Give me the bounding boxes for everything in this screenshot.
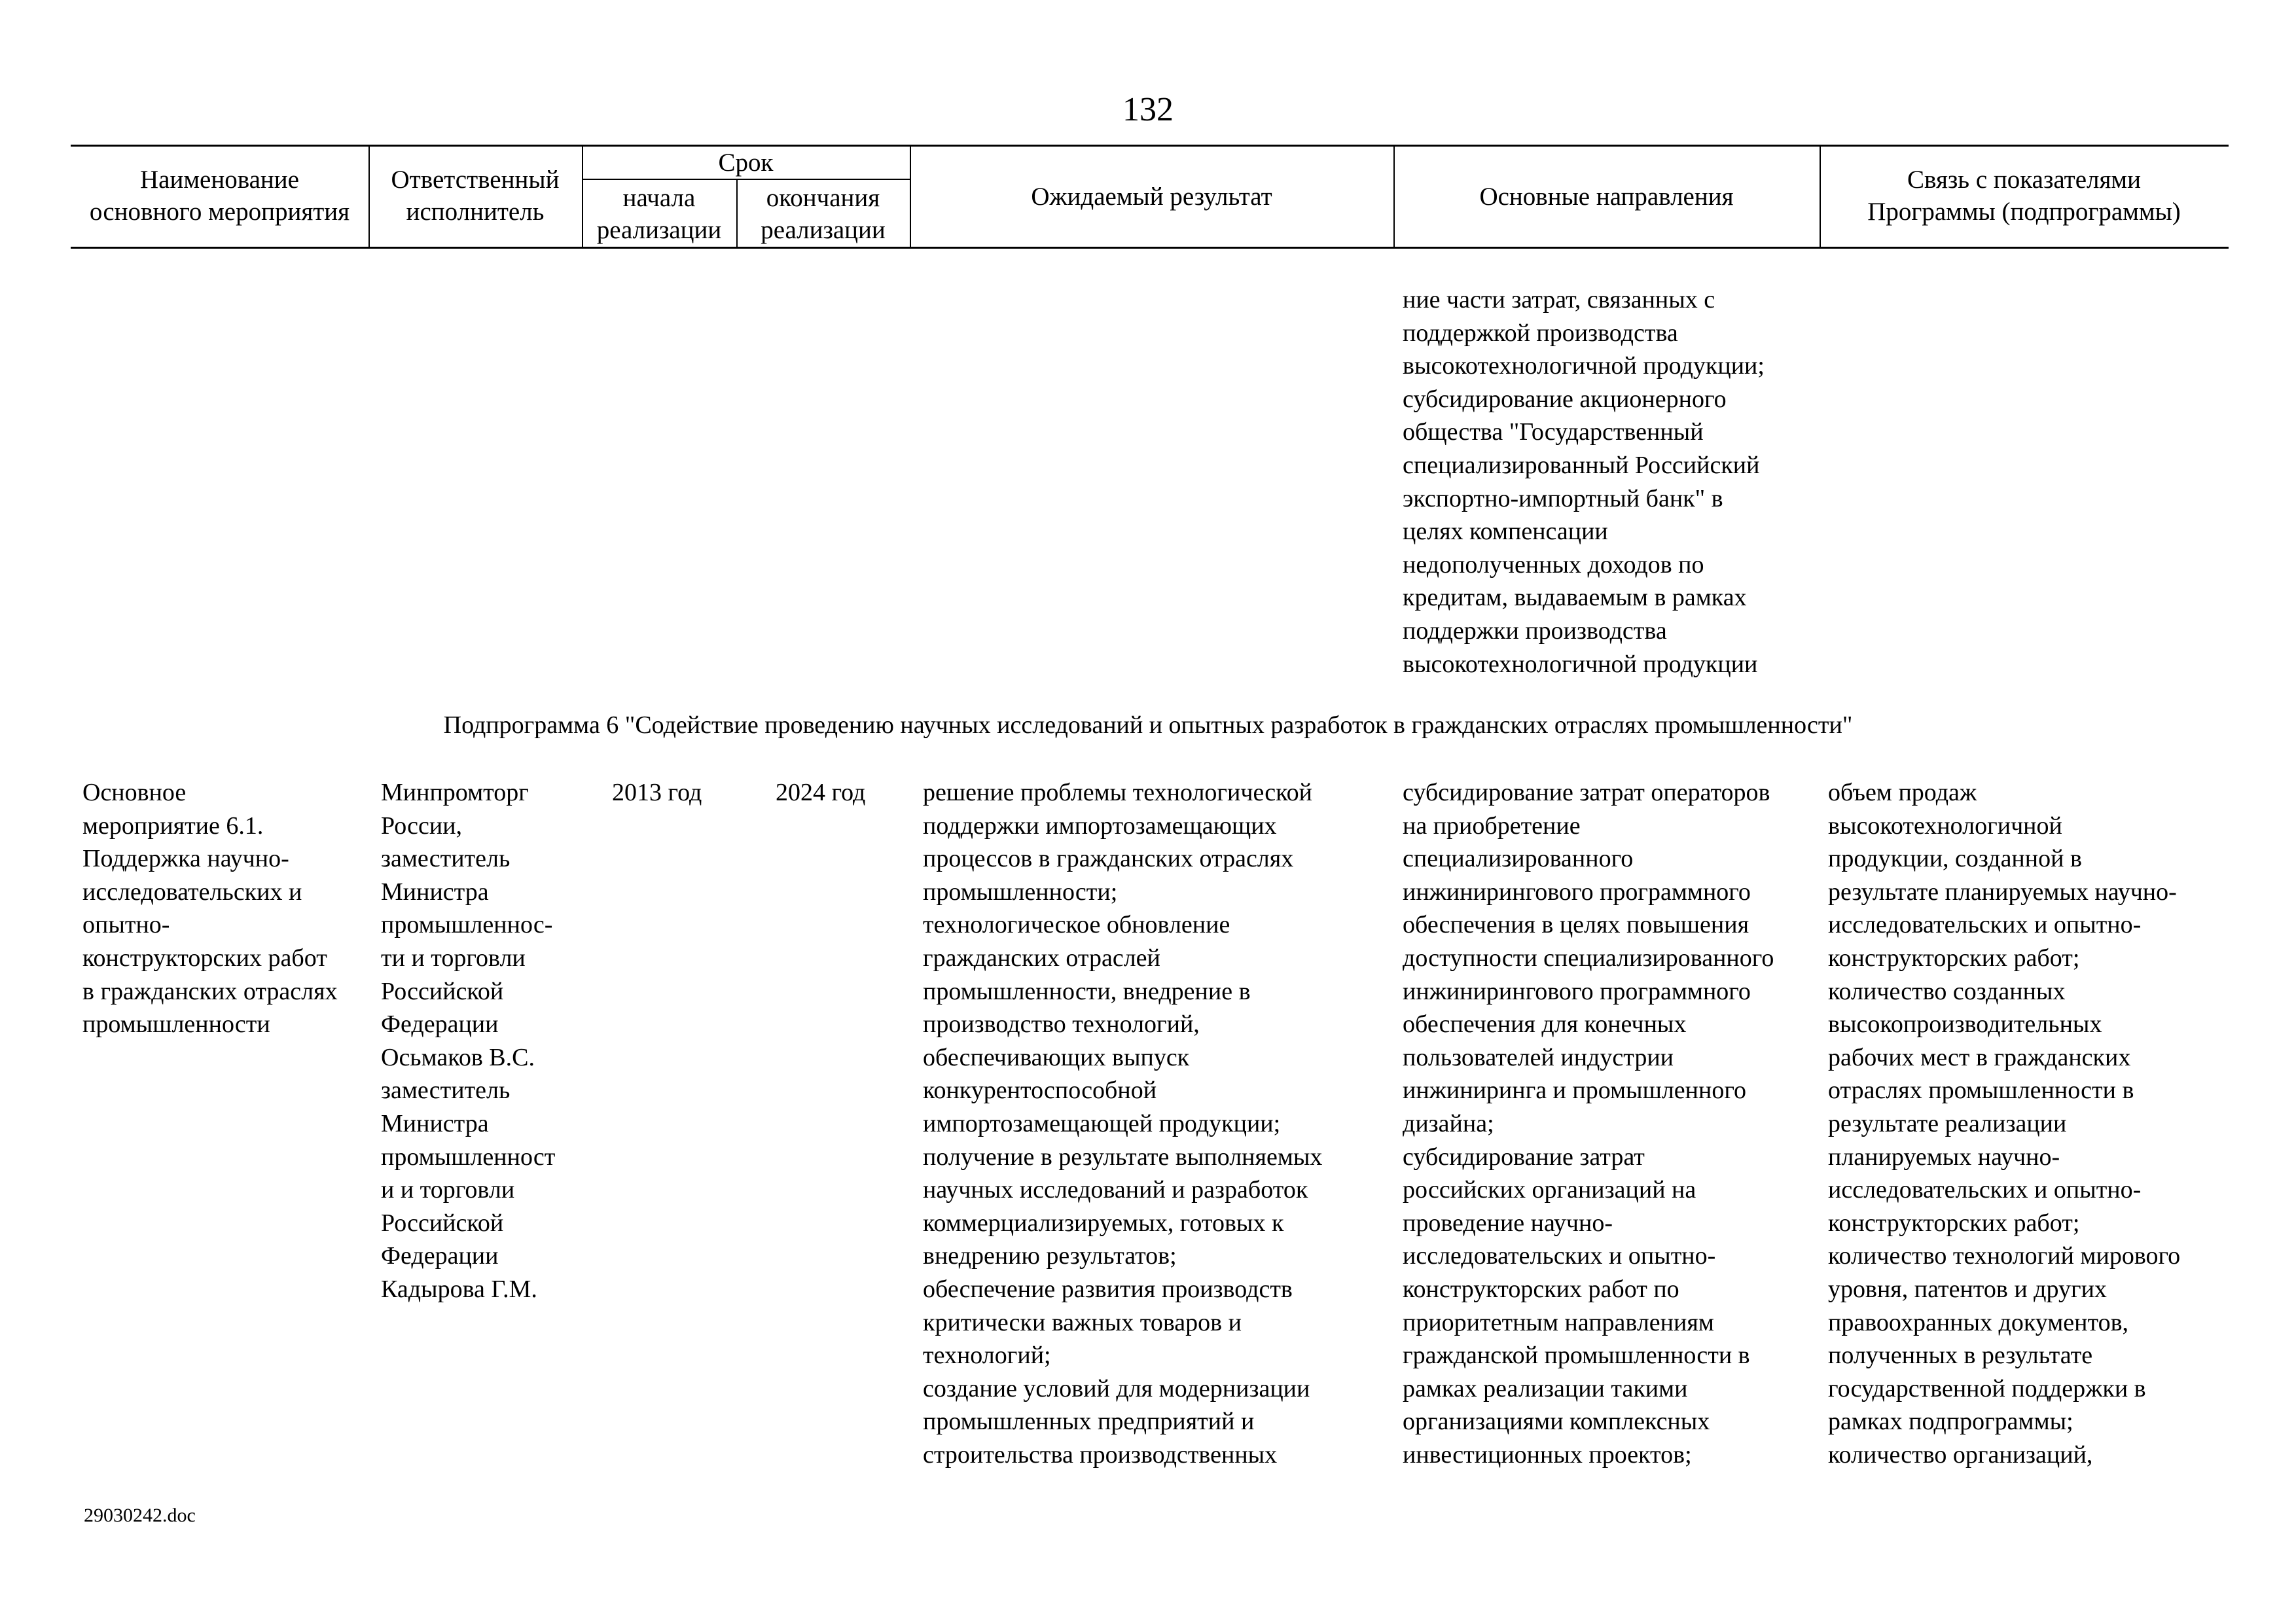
responsible-executor: Минпромторг России, заместитель Министра промышленнос- ти и торговли Российской Федерации Осьмаков В.С. заместитель Министра промышленност и и торговли Российской Федерации Кадырова Г.М. xyxy=(381,779,556,1303)
term-divider xyxy=(582,179,910,180)
table-top-rule xyxy=(71,145,2229,147)
header-result: Ожидаемый результат xyxy=(1031,183,1272,211)
header-directions: Основные направления xyxy=(1479,183,1734,211)
header-name: Наименование основного мероприятия xyxy=(89,166,350,226)
subprogram-title: Подпрограмма 6 "Содействие проведению научных исследований и опытных разработок в гражданских отраслях промышленности" xyxy=(443,711,1853,739)
header-link: Связь с показателями Программы (подпрограммы) xyxy=(1867,166,2181,226)
document-filename: 29030242.doc xyxy=(84,1505,196,1526)
program-indicators-link: объем продаж высокотехнологичной продукции, созданной в результате планируемых научно- исследовательских и опытно- конструкторских работ; количество созданных высокопроизводительных рабочих мест в гражданских отраслях промышленности в результате реализации планируемых научно- исследовательских и опытно- конструкторских работ; количество технологий мирового уровня, патентов и других правоохранных документов, полученных в результате государственной поддержки в рамках подпрограммы; количество организаций, xyxy=(1828,779,2181,1469)
header-responsible: Ответственный исполнитель xyxy=(391,166,560,226)
main-directions: субсидирование затрат операторов на приобретение специализированного инжинирингового программного обеспечения в целях повышения доступности специализированного инжинирингового программного обеспечения для конечных пользователей индустрии инжиниринга и промышленного дизайна; субсидирование затрат российских организаций на проведение научно- исследовательских и опытно- конструкторских работ по приоритетным направлениям гражданской промышленности в рамках реализации такими организациями комплексных инвестиционных проектов; xyxy=(1403,779,1774,1469)
expected-result: решение проблемы технологической поддержки импортозамещающих процессов в гражданских отраслях промышленности; технологическое обновление гражданских отраслей промышленности, внедрение в производство технологий, обеспечивающих выпуск конкурентоспособной импортозамещающей продукции; получение в результате выполняемых научных исследований и разработок коммерциализируемых, готовых к внедрению результатов; обеспечение развития производств критически важных товаров и технологий; создание условий для модернизации промышленных предприятий и строительства производственных xyxy=(923,779,1323,1469)
end-year: 2024 год xyxy=(776,779,866,806)
header-start: начала реализации xyxy=(596,184,722,244)
directions-continuation: ние части затрат, связанных с поддержкой производства высокотехнологичной продукции; субсидирование акционерного общества "Государственный специализированный Российский экспортно-импортный банк" в целях компенсации недополученных доходов по кредитам, выдаваемым в рамках поддержки производства высокотехнологичной продукции xyxy=(1403,286,1765,678)
table-header-bottom-rule xyxy=(71,247,2229,249)
measure-name: Основное мероприятие 6.1. Поддержка научно- исследовательских и опытно- конструкторских работ в гражданских отраслях промышленности xyxy=(82,779,338,1039)
header-term: Срок xyxy=(718,149,774,177)
page-number: 132 xyxy=(1122,91,1174,128)
start-year: 2013 год xyxy=(612,779,702,806)
header-end: окончания реализации xyxy=(761,184,886,244)
